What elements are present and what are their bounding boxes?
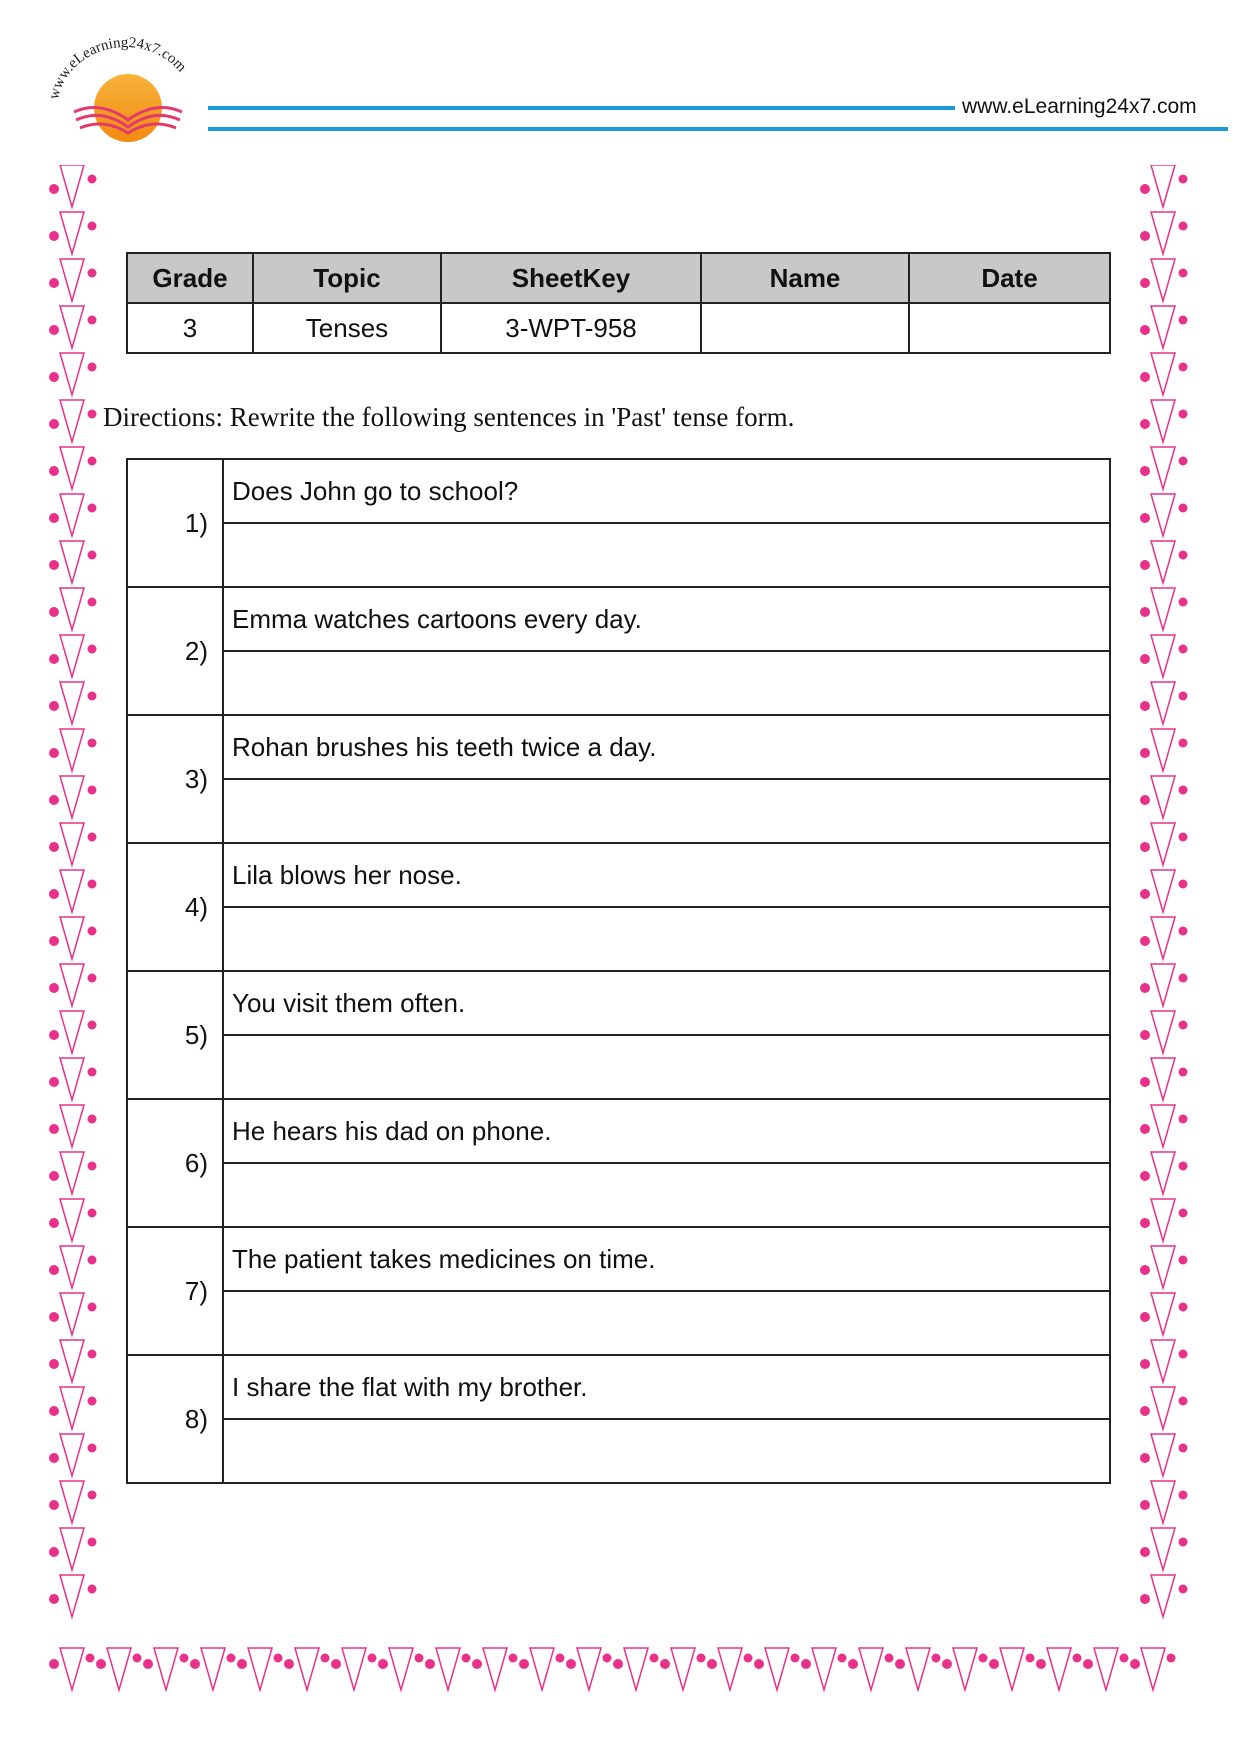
question-number: 6): [127, 1099, 223, 1227]
question-row: [127, 459, 1110, 523]
header-rule-bottom: [208, 127, 1228, 131]
question-text: Rohan brushes his teeth twice a day.: [223, 715, 1110, 779]
directions-text: Directions: Rewrite the following sentences in 'Past' tense form.: [103, 402, 795, 432]
question-number: 3): [127, 715, 223, 843]
answer-line[interactable]: [223, 1035, 1110, 1099]
answer-line[interactable]: [223, 779, 1110, 843]
topic-header: Topic: [253, 253, 441, 303]
answer-line[interactable]: [223, 907, 1110, 971]
sheetkey-value: 3-WPT-958: [441, 303, 701, 353]
question-row: [127, 1227, 1110, 1291]
answer-row: [127, 1163, 1110, 1227]
name-field[interactable]: [701, 303, 909, 353]
answer-row: [127, 779, 1110, 843]
answer-row: [127, 907, 1110, 971]
answer-line[interactable]: [223, 1163, 1110, 1227]
date-field[interactable]: [909, 303, 1110, 353]
question-row: [127, 1099, 1110, 1163]
question-text: You visit them often.: [223, 971, 1110, 1035]
question-text: He hears his dad on phone.: [223, 1099, 1110, 1163]
answer-row: [127, 1419, 1110, 1483]
topic-value: Tenses: [253, 303, 441, 353]
questions-table: [126, 458, 1111, 1484]
answer-row: [127, 651, 1110, 715]
answer-row: [127, 523, 1110, 587]
right-pennant-border: [1139, 165, 1191, 1665]
elearning-logo: [40, 20, 215, 145]
header-rule-top: [208, 106, 955, 110]
answer-line[interactable]: [223, 1419, 1110, 1483]
question-number: 4): [127, 843, 223, 971]
question-text: Emma watches cartoons every day.: [223, 587, 1110, 651]
question-text: Does John go to school?: [223, 459, 1110, 523]
question-text: Lila blows her nose.: [223, 843, 1110, 907]
question-number: 2): [127, 587, 223, 715]
date-header: Date: [909, 253, 1110, 303]
name-header: Name: [701, 253, 909, 303]
left-pennant-border: [48, 165, 100, 1665]
question-text: The patient takes medicines on time.: [223, 1227, 1110, 1291]
bottom-pennant-border: [48, 1640, 1191, 1692]
sheetkey-header: SheetKey: [441, 253, 701, 303]
answer-line[interactable]: [223, 523, 1110, 587]
question-number: 8): [127, 1355, 223, 1483]
question-row: [127, 587, 1110, 651]
question-row: [127, 1355, 1110, 1419]
grade-header: Grade: [127, 253, 253, 303]
info-value-row: [127, 303, 1110, 353]
site-url: www.eLearning24x7.com: [962, 95, 1197, 118]
question-number: 7): [127, 1227, 223, 1355]
question-number: 1): [127, 459, 223, 587]
question-text: I share the flat with my brother.: [223, 1355, 1110, 1419]
logo-arc-text: www.eLearning24x7.com: [46, 34, 190, 102]
question-number: 5): [127, 971, 223, 1099]
question-row: [127, 971, 1110, 1035]
answer-row: [127, 1291, 1110, 1355]
answer-line[interactable]: [223, 651, 1110, 715]
answer-line[interactable]: [223, 1291, 1110, 1355]
question-row: [127, 843, 1110, 907]
grade-value: 3: [127, 303, 253, 353]
question-row: [127, 715, 1110, 779]
info-table: [126, 252, 1111, 354]
answer-row: [127, 1035, 1110, 1099]
info-header-row: [127, 253, 1110, 303]
